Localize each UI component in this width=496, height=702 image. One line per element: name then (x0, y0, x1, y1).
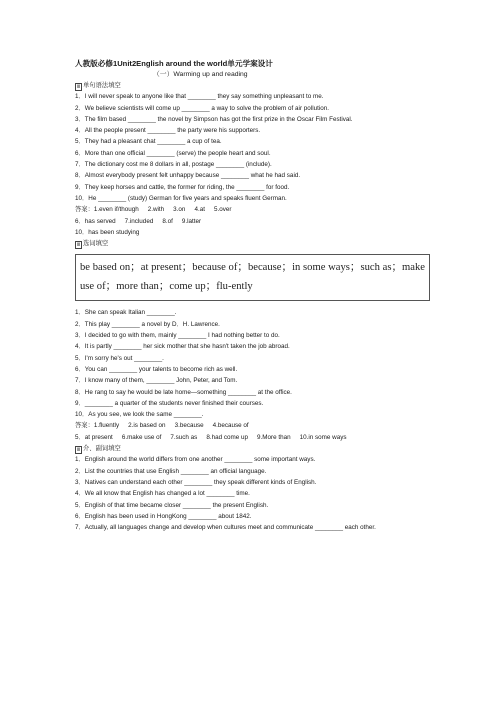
checkbox-mark-icon: Ⅲ (76, 83, 81, 89)
question-item: 6．You can ________ your talents to become rich as well. (75, 365, 238, 373)
question-item: 6．More than one official ________ (serve) the people heart and soul. (75, 149, 271, 157)
question-item: 7．Actually, all languages change and develop when cultures meet and communicate ________ each other. (75, 524, 376, 532)
question-item: 8．Almost everybody present felt unhappy because ________ what he had said. (75, 172, 301, 180)
page-subtitle: （一）Warming up and reading (153, 71, 248, 78)
question-item: 5．They had a pleasant chat ________ a cup of tea. (75, 138, 222, 146)
question-item: 1．I will never speak to anyone like that ________ they say something unpleasant to me. (75, 93, 324, 101)
question-item: 8．He rang to say he would be late home—something ________ at the office. (75, 388, 292, 396)
question-item: 4．It is partly ________ her sick mother that she hasn't taken the job abroad. (75, 343, 290, 351)
question-item: 2．List the countries that use English ________ an official language. (75, 467, 267, 475)
question-item: 3．The film based ________ the novel by Simpson has got the first prize in the Oscar Film Festival. (75, 115, 353, 123)
question-item: 10．He ________ (study) German for five years and speaks fluent German. (75, 194, 287, 202)
question-item: 4．All the people present ________ the party were his supporters. (75, 127, 261, 135)
checkbox-mark-icon: Ⅲ (76, 446, 81, 452)
question-item: 9．They keep horses and cattle, the former for riding, the ________ for food. (75, 183, 290, 191)
word-choice-question-list (75, 307, 430, 420)
section-heading-grammar: Ⅲ 单句语法填空 (76, 82, 121, 89)
word-bank-box: be based on；at present；because of；because；in some ways；such as；make use of；more than；come up；flu-ently (75, 254, 430, 301)
section-heading-word-choice: Ⅲ 选词填空 (76, 240, 109, 248)
answer-line: 10．has been studying (75, 228, 140, 236)
answer-line: 5．at present 6.make use of 7.such as 8.had come up 9.More than 10.in some ways (75, 433, 347, 441)
question-item: 4．We all know that English has changed a lot ________ time. (75, 490, 250, 498)
question-item: 1．English around the world differs from one another ________ some important ways. (75, 456, 316, 464)
section-heading-prepositions: Ⅲ 介、副词填空 (76, 445, 121, 453)
question-item: 7．The dictionary cost me 8 dollars in all, postage ________ (include). (75, 161, 272, 169)
preposition-question-list (75, 454, 430, 533)
question-item: 7．I know many of them, ________ John, Peter, and Tom. (75, 377, 238, 385)
answer-line: 6．has served 7.included 8.of 9.latter (75, 217, 202, 225)
question-item: 5．I'm sorry he's out ________. (75, 354, 164, 362)
question-item: 6．English has been used in HongKong ________ about 1842. (75, 512, 252, 520)
page-title: 人教版必修1Unit2English around the world单元学案设计 (75, 59, 273, 68)
question-item: 10．As you see, we look the same ________. (75, 411, 204, 419)
answer-line: 答案：1.even if/though 2.with 3.on 4.at 5.over (75, 206, 232, 214)
question-item: 3．Natives can understand each other ________ they speak different kinds of English. (75, 478, 317, 486)
word-choice-answers (75, 420, 430, 443)
worksheet-page (75, 58, 430, 533)
question-item: 2．This play ________ a novel by D．H. Lawrence. (75, 320, 220, 328)
grammar-question-list (75, 91, 430, 204)
answer-line: 答案：1.fluently 2.is based on 3.because 4.because of (75, 422, 249, 430)
question-item: 1．She can speak Italian ________. (75, 309, 177, 317)
checkbox-mark-icon: Ⅲ (76, 241, 81, 247)
question-item: 3．I decided to go with them, mainly ________ I had nothing better to do. (75, 332, 280, 340)
question-item: 5．English of that time became closer ________ the present English. (75, 501, 269, 509)
grammar-answers (75, 204, 430, 238)
question-item: 9．________ a quarter of the students never finished their courses. (75, 399, 264, 407)
question-item: 2．We believe scientists will come up ________ a way to solve the problem of air pollution. (75, 104, 329, 112)
